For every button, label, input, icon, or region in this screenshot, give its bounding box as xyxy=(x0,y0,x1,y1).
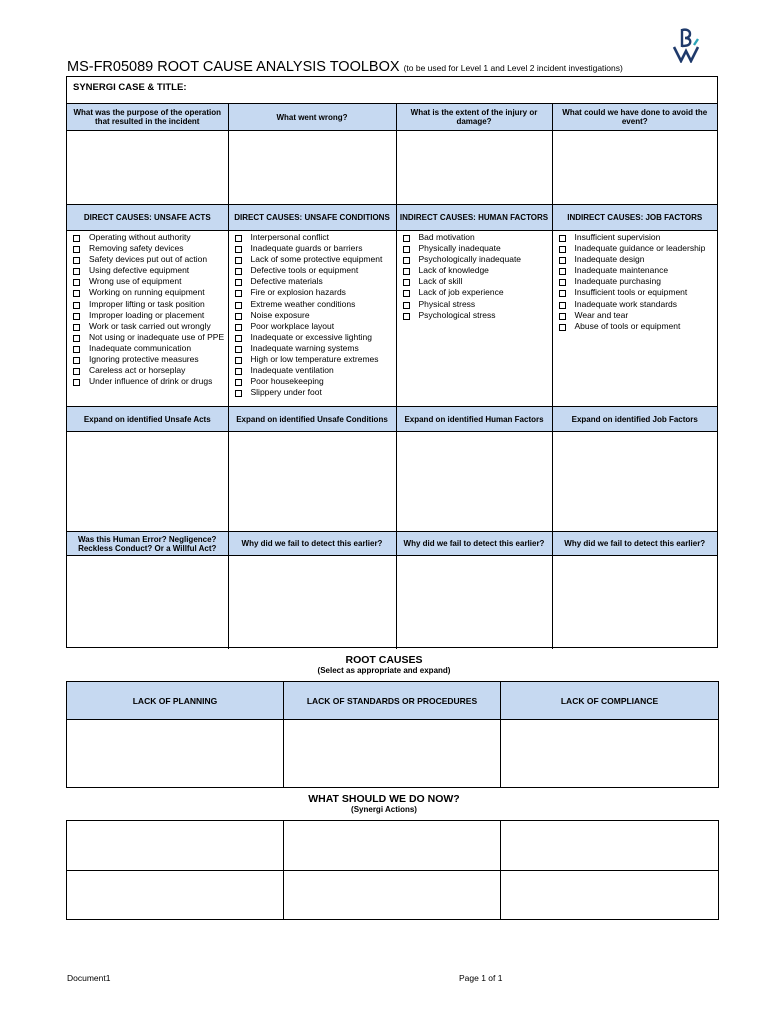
checklist-item[interactable]: Interpersonal conflict xyxy=(233,232,394,243)
checklist-item[interactable]: Lack of some protective equipment xyxy=(233,254,394,265)
checklist-item[interactable]: Careless act or horseplay xyxy=(71,365,226,376)
checklist-item[interactable]: Inadequate communication xyxy=(71,343,226,354)
unsafe-acts-header: DIRECT CAUSES: UNSAFE ACTS xyxy=(67,205,228,231)
lack-of-planning-cell[interactable] xyxy=(67,720,284,788)
checklist-item[interactable]: Lack of skill xyxy=(401,276,550,287)
checklist-item[interactable]: Working on running equipment xyxy=(71,287,226,298)
checklist-item[interactable]: Improper loading or placement xyxy=(71,310,226,321)
checklist-item[interactable]: Fire or explosion hazards xyxy=(233,287,394,298)
checklist-item[interactable]: Defective materials xyxy=(233,276,394,287)
expand-unsafe-conditions-header: Expand on identified Unsafe Conditions xyxy=(228,407,396,432)
what-went-wrong-entry-cell[interactable] xyxy=(228,131,396,205)
checklist-item[interactable]: Physically inadequate xyxy=(401,243,550,254)
footer-page-number: Page 1 of 1 xyxy=(459,973,503,983)
question-extent-header: What is the extent of the injury or damage? xyxy=(396,104,552,131)
detect-earlier-header-1: Why did we fail to detect this earlier? xyxy=(228,532,396,556)
checklist-item[interactable]: Safety devices put out of action xyxy=(71,254,226,265)
root-causes-title: ROOT CAUSES xyxy=(345,654,423,666)
action-cell[interactable] xyxy=(67,871,284,920)
detect-earlier-entry-cell-3[interactable] xyxy=(552,556,717,649)
checklist-item[interactable]: Physical stress xyxy=(401,299,550,310)
checklist-item[interactable]: Wear and tear xyxy=(557,310,716,321)
unsafe-acts-list xyxy=(67,231,228,387)
checklist-item[interactable]: Psychological stress xyxy=(401,310,550,321)
human-factors-list xyxy=(397,231,552,321)
checklist-item[interactable]: Inadequate work standards xyxy=(557,299,716,310)
checklist-item[interactable]: Bad motivation xyxy=(401,232,550,243)
lack-of-planning-header: LACK OF PLANNING xyxy=(67,682,284,720)
checklist-item[interactable]: Ignoring protective measures xyxy=(71,354,226,365)
expand-human-factors-header: Expand on identified Human Factors xyxy=(396,407,552,432)
checklist-item[interactable]: Inadequate guards or barriers xyxy=(233,243,394,254)
action-cell[interactable] xyxy=(284,871,501,920)
lack-of-standards-cell[interactable] xyxy=(284,720,501,788)
actions-subtitle: (Synergi Actions) xyxy=(351,805,417,814)
question-avoid-header: What could we have done to avoid the event? xyxy=(552,104,717,131)
unsafe-conditions-header: DIRECT CAUSES: UNSAFE CONDITIONS xyxy=(228,205,396,231)
human-factors-header: INDIRECT CAUSES: HUMAN FACTORS xyxy=(396,205,552,231)
lack-of-standards-header: LACK OF STANDARDS OR PROCEDURES xyxy=(284,682,501,720)
question-what-went-wrong-header: What went wrong? xyxy=(228,104,396,131)
detect-earlier-header-2: Why did we fail to detect this earlier? xyxy=(396,532,552,556)
human-error-entry-cell[interactable] xyxy=(67,556,228,649)
unsafe-conditions-cell xyxy=(228,231,396,407)
checklist-item[interactable]: Inadequate purchasing xyxy=(557,276,716,287)
document-code-title: MS-FR05089 ROOT CAUSE ANALYSIS TOOLBOX xyxy=(67,59,400,75)
checklist-item[interactable]: Using defective equipment xyxy=(71,265,226,276)
checklist-item[interactable]: Abuse of tools or equipment xyxy=(557,321,716,332)
synergi-case-label: SYNERGI CASE & TITLE: xyxy=(73,82,187,93)
checklist-item[interactable]: Poor workplace layout xyxy=(233,321,394,332)
footer-document-name: Document1 xyxy=(67,973,111,983)
checklist-item[interactable]: Wrong use of equipment xyxy=(71,276,226,287)
checklist-item[interactable]: Work or task carried out wrongly xyxy=(71,321,226,332)
human-factors-cell xyxy=(396,231,552,407)
checklist-item[interactable]: Extreme weather conditions xyxy=(233,299,394,310)
checklist-item[interactable]: Insufficient tools or equipment xyxy=(557,287,716,298)
company-logo-icon xyxy=(672,27,706,63)
expand-job-factors-header: Expand on identified Job Factors xyxy=(552,407,717,432)
checklist-item[interactable]: Not using or inadequate use of PPE xyxy=(71,332,226,343)
checklist-item[interactable]: Lack of job experience xyxy=(401,287,550,298)
question-purpose-header: What was the purpose of the operation that resulted in the incident xyxy=(67,104,228,131)
job-factors-cell xyxy=(552,231,717,407)
checklist-item[interactable]: Removing safety devices xyxy=(71,243,226,254)
analysis-form xyxy=(66,76,718,648)
page-title xyxy=(67,59,623,75)
checklist-item[interactable]: Inadequate maintenance xyxy=(557,265,716,276)
expand-unsafe-acts-cell[interactable] xyxy=(67,432,228,532)
expand-human-factors-cell[interactable] xyxy=(396,432,552,532)
avoid-entry-cell[interactable] xyxy=(552,131,717,205)
checklist-item[interactable]: Poor housekeeping xyxy=(233,376,394,387)
job-factors-list xyxy=(553,231,718,332)
detect-earlier-entry-cell-2[interactable] xyxy=(396,556,552,649)
expand-unsafe-acts-header: Expand on identified Unsafe Acts xyxy=(67,407,228,432)
expand-job-factors-cell[interactable] xyxy=(552,432,717,532)
detect-earlier-header-3: Why did we fail to detect this earlier? xyxy=(552,532,717,556)
actions-title: WHAT SHOULD WE DO NOW? xyxy=(308,793,460,805)
extent-entry-cell[interactable] xyxy=(396,131,552,205)
unsafe-acts-cell xyxy=(67,231,228,407)
actions-table xyxy=(66,820,719,920)
human-error-header: Was this Human Error? Negligence? Reckless Conduct? Or a Willful Act? xyxy=(67,532,228,556)
action-cell[interactable] xyxy=(501,821,719,871)
root-causes-subtitle: (Select as appropriate and expand) xyxy=(317,666,451,675)
checklist-item[interactable]: Operating without authority xyxy=(71,232,226,243)
action-cell[interactable] xyxy=(284,821,501,871)
analysis-grid xyxy=(67,103,717,649)
checklist-item[interactable]: Inadequate design xyxy=(557,254,716,265)
checklist-item[interactable]: Inadequate warning systems xyxy=(233,343,394,354)
lack-of-compliance-header: LACK OF COMPLIANCE xyxy=(501,682,719,720)
checklist-item[interactable]: Noise exposure xyxy=(233,310,394,321)
purpose-entry-cell[interactable] xyxy=(67,131,228,205)
action-cell[interactable] xyxy=(501,871,719,920)
unsafe-conditions-list xyxy=(229,231,396,398)
checklist-item[interactable]: Inadequate guidance or leadership xyxy=(557,243,716,254)
checklist-item[interactable]: Insufficient supervision xyxy=(557,232,716,243)
checklist-item[interactable]: Under influence of drink or drugs xyxy=(71,376,226,387)
action-cell[interactable] xyxy=(67,821,284,871)
job-factors-header: INDIRECT CAUSES: JOB FACTORS xyxy=(552,205,717,231)
checklist-item[interactable]: Improper lifting or task position xyxy=(71,299,226,310)
checklist-item[interactable]: Psychologically inadequate xyxy=(401,254,550,265)
root-causes-table xyxy=(66,681,719,788)
expand-unsafe-conditions-cell[interactable] xyxy=(228,432,396,532)
checklist-item[interactable]: Defective tools or equipment xyxy=(233,265,394,276)
checklist-item[interactable]: Lack of knowledge xyxy=(401,265,550,276)
checklist-item[interactable]: Inadequate or excessive lighting xyxy=(233,332,394,343)
checklist-item[interactable]: Inadequate ventilation xyxy=(233,365,394,376)
checklist-item[interactable]: Slippery under foot xyxy=(233,387,394,398)
detect-earlier-entry-cell-1[interactable] xyxy=(228,556,396,649)
lack-of-compliance-cell[interactable] xyxy=(501,720,719,788)
checklist-item[interactable]: High or low temperature extremes xyxy=(233,354,394,365)
document-subtitle: (to be used for Level 1 and Level 2 incident investigations) xyxy=(403,63,623,73)
